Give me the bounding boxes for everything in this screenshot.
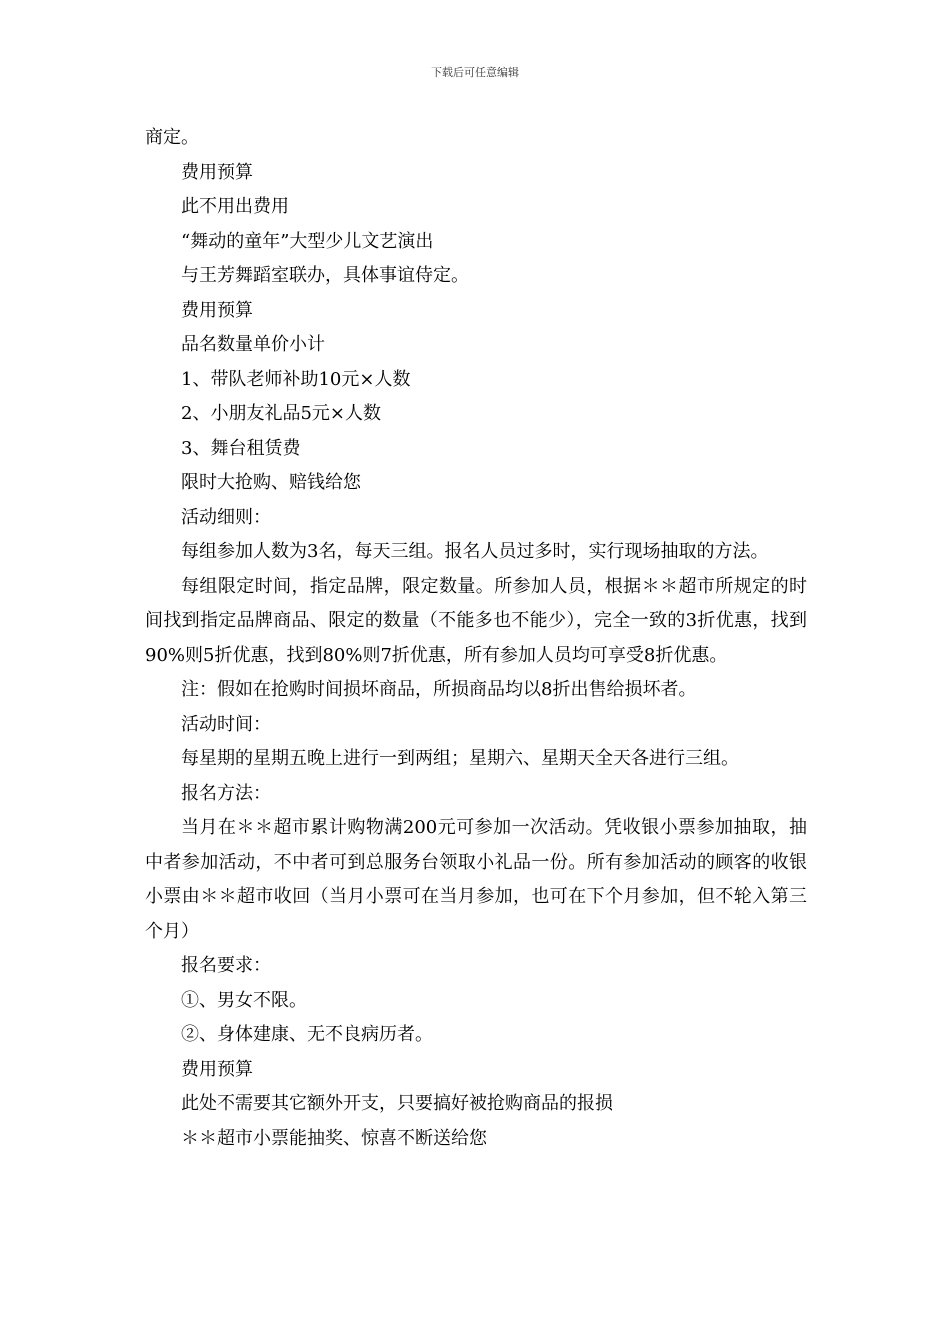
table-header-line: 品名数量单价小计 <box>181 334 325 355</box>
page-header: 下载后可任意编辑 <box>431 66 519 79</box>
section-heading: “舞动的童年”大型少儿文艺演出 <box>181 230 434 252</box>
section-heading: ＊＊超市小票能抽奖、惊喜不断送给您 <box>181 1127 487 1149</box>
section-heading: 费用预算 <box>181 1058 253 1080</box>
document-body <box>145 121 807 1156</box>
list-item: 1、带队老师补助10元×人数 <box>181 368 411 390</box>
section-heading: 活动细则： <box>181 506 271 528</box>
paragraph: 与王芳舞蹈室联办，具体事谊侍定。 <box>181 265 469 286</box>
section-heading: 限时大抢购、赔钱给您 <box>181 472 361 493</box>
section-heading: 费用预算 <box>181 299 253 321</box>
list-item: 2、小朋友礼品5元×人数 <box>181 403 381 424</box>
paragraph: 商定。 <box>145 127 199 148</box>
section-heading: 报名要求： <box>181 955 271 976</box>
list-item: ②、身体建康、无不良病历者。 <box>181 1024 433 1045</box>
list-item: 3、舞台租赁费 <box>181 437 301 459</box>
paragraph: 每星期的星期五晚上进行一到两组；星期六、星期天全天各进行三组。 <box>181 748 739 769</box>
paragraph: 每组参加人数为3名，每天三组。报名人员过多时，实行现场抽取的方法。 <box>181 541 769 562</box>
section-heading: 报名方法： <box>181 782 271 804</box>
paragraph: 每组限定时间，指定品牌，限定数量。所参加人员，根据＊＊超市所规定的时间找到指定品牌商品、限定的数量（不能多也不能少），完全一致的3折优惠，找到90%则5折优惠，找到80%则7折优惠，所有参加人员均可享受8折优惠。 <box>145 575 807 666</box>
paragraph: 此不用出费用 <box>181 196 289 217</box>
paragraph: 注：假如在抢购时间损坏商品，所损商品均以8折出售给损坏者。 <box>181 679 697 700</box>
paragraph: 此处不需要其它额外开支，只要搞好被抢购商品的报损 <box>181 1093 613 1114</box>
paragraph: 当月在＊＊超市累计购物满200元可参加一次活动。凭收银小票参加抽取，抽中者参加活动，不中者可到总服务台领取小礼品一份。所有参加活动的顾客的收银小票由＊＊超市收回（当月小票可在当月参加，也可在下个月参加，但不轮入第三个月） <box>145 817 807 942</box>
section-heading: 费用预算 <box>181 161 253 183</box>
list-item: ①、男女不限。 <box>181 989 307 1011</box>
section-heading: 活动时间： <box>181 713 271 735</box>
